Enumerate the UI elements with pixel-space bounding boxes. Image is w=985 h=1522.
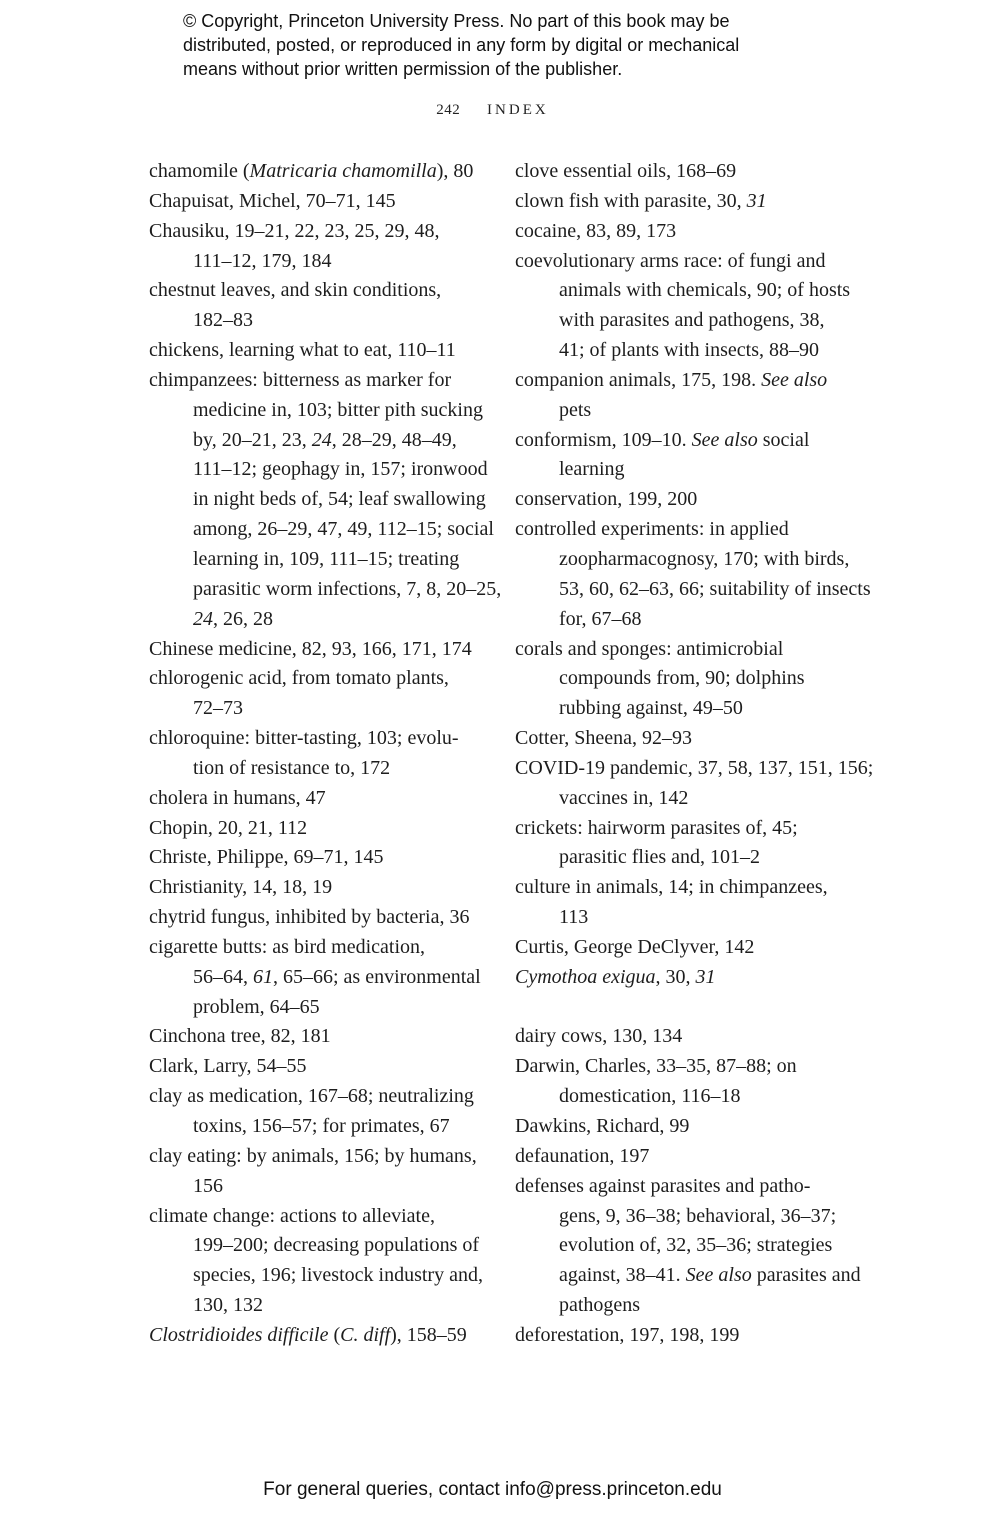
index-entry [515, 426, 855, 486]
index-entry-line: learning [559, 458, 625, 481]
index-entry [149, 843, 489, 873]
index-entry-line: defaunation, 197 [515, 1144, 650, 1167]
index-entry-line: parasitic worm infections, 7, 8, 20–25, [193, 577, 502, 600]
index-entry-line: 111–12, 179, 184 [193, 249, 332, 272]
index-entry [149, 814, 489, 844]
index-entry-line: 111–12; geophagy in, 157; ironwood [193, 458, 488, 481]
index-entry-line: 56–64, 61, 65–66; as environmental [193, 965, 481, 988]
index-entry-line: chytrid fungus, inhibited by bacteria, 36 [149, 906, 470, 929]
index-entry-line: Christianity, 14, 18, 19 [149, 876, 333, 899]
index-entry-line: by, 20–21, 23, 24, 28–29, 48–49, [193, 428, 457, 451]
index-entry-line: 72–73 [193, 697, 243, 720]
index-entry [149, 217, 489, 277]
index-entry-line: Dawkins, Richard, 99 [515, 1115, 690, 1137]
index-entry [149, 1202, 489, 1321]
index-entry-line: among, 26–29, 47, 49, 112–15; social [193, 518, 494, 541]
index-entry [149, 1052, 489, 1082]
index-entry [149, 1082, 489, 1142]
index-entry-line: 24, 26, 28 [193, 607, 273, 630]
index-entry-line: Curtis, George DeClyver, 142 [515, 935, 755, 958]
index-entry-line: vaccines in, 142 [559, 786, 689, 809]
index-entry [515, 873, 855, 933]
index-entry [149, 276, 489, 336]
index-entry-line: against, 38–41. See also parasites and [559, 1264, 861, 1287]
index-entry [515, 187, 855, 217]
copyright-notice [183, 9, 883, 81]
index-entry-line: culture in animals, 14; in chimpanzees, [515, 876, 828, 899]
index-entry [515, 217, 855, 247]
index-entry-line: Christe, Philippe, 69–71, 145 [149, 846, 384, 869]
index-entry [515, 635, 855, 725]
index-entry-line: climate change: actions to alleviate, [149, 1204, 435, 1227]
index-entry [149, 1022, 489, 1052]
index-entry [149, 903, 489, 933]
index-entry-line: chamomile (Matricaria chamomilla), 80 [149, 160, 474, 182]
index-column-right [515, 157, 874, 1351]
index-entry-line: chlorogenic acid, from tomato plants, [149, 667, 449, 690]
index-entry [515, 754, 874, 814]
index-entry [149, 1321, 489, 1351]
index-entry-line: dairy cows, 130, 134 [515, 1025, 683, 1048]
index-entry-line: species, 196; livestock industry and, [193, 1264, 483, 1287]
index-entry-line: compounds from, 90; dolphins [559, 667, 805, 690]
index-entry-line: Cymothoa exigua, 30, 31 [515, 965, 716, 988]
index-entry-line: 182–83 [193, 309, 253, 332]
index-entry-line: 113 [559, 906, 589, 929]
index-entry-line: companion animals, 175, 198. See also [515, 368, 828, 391]
index-entry [149, 187, 489, 217]
index-entry-line: 41; of plants with insects, 88–90 [559, 339, 819, 362]
index-entry-line: Clostridioides difficile (C. diff), 158–59 [149, 1323, 467, 1346]
index-entry [515, 515, 871, 634]
index-entry-line: pets [559, 398, 592, 421]
index-entry-line: Chausiku, 19–21, 22, 23, 25, 29, 48, [149, 219, 440, 242]
index-entry-line: chimpanzees: bitterness as marker for [149, 368, 452, 391]
index-entry [149, 635, 489, 665]
index-entry [149, 157, 489, 187]
index-entry-line: with parasites and pathogens, 38, [559, 309, 825, 332]
index-entry-line: controlled experiments: in applied [515, 518, 789, 541]
index-entry-line: 156 [193, 1174, 223, 1197]
index-entry-line: deforestation, 197, 198, 199 [515, 1323, 740, 1346]
index-entry [515, 814, 855, 874]
index-entry [149, 933, 489, 1023]
index-entry-line: corals and sponges: antimicrobial [515, 637, 784, 660]
index-entry-line: Chapuisat, Michel, 70–71, 145 [149, 189, 396, 212]
copyright-line: © Copyright, Princeton University Press. No part of this book may be [183, 11, 730, 31]
copyright-line: distributed, posted, or reproduced in any form by digital or mechanical [183, 35, 740, 55]
footer-contact: For general queries, contact info@press.princeton.edu [263, 1479, 722, 1500]
index-entry-line: rubbing against, 49–50 [559, 697, 743, 720]
index-entry-line: defenses against parasites and patho- [515, 1174, 811, 1197]
index-entry-line: problem, 64–65 [193, 995, 320, 1018]
index-entry [515, 933, 855, 963]
index-entry-line: chestnut leaves, and skin conditions, [149, 279, 442, 302]
index-entry [515, 366, 855, 426]
index-entry-line: 53, 60, 62–63, 66; suitability of insects [559, 577, 871, 600]
index-entry-line: Chopin, 20, 21, 112 [149, 816, 308, 839]
index-entry [515, 1172, 861, 1321]
index-entry [149, 664, 489, 724]
index-entry-line: evolution of, 32, 35–36; strategies [559, 1234, 833, 1257]
index-entry-line: learning in, 109, 111–15; treating [193, 547, 460, 570]
section-title: INDEX [487, 102, 549, 118]
index-entry-line: 130, 132 [193, 1294, 263, 1317]
index-entry [515, 1022, 855, 1052]
index-entry-line: conservation, 199, 200 [515, 488, 698, 511]
index-entry [515, 963, 855, 993]
index-entry-line: cholera in humans, 47 [149, 786, 326, 809]
index-entry-line: in night beds of, 54; leaf swallowing [193, 488, 486, 511]
index-entry-line: chickens, learning what to eat, 110–11 [149, 339, 456, 362]
index-entry [515, 1112, 855, 1142]
index-entry-line: Cinchona tree, 82, 181 [149, 1025, 331, 1048]
index-entry-line: gens, 9, 36–38; behavioral, 36–37; [559, 1204, 837, 1227]
index-entry-line: cigarette butts: as bird medication, [149, 935, 426, 958]
index-entry [149, 1142, 489, 1202]
index-entry-line: zoopharmacognosy, 170; with birds, [559, 547, 850, 570]
index-entry-line: crickets: hairworm parasites of, 45; [515, 816, 798, 839]
index-entry [515, 485, 855, 515]
index-entry [515, 1142, 855, 1172]
index-column-left [149, 157, 502, 1351]
copyright-line: means without prior written permission of the publisher. [183, 59, 623, 79]
index-entry-line: for, 67–68 [559, 607, 642, 630]
index-entry-line: 199–200; decreasing populations of [193, 1234, 480, 1257]
page-number: 242 [436, 102, 461, 118]
index-entry-line: tion of resistance to, 172 [193, 756, 391, 779]
index-entry [149, 366, 502, 635]
index-entry-line: Clark, Larry, 54–55 [149, 1055, 307, 1078]
index-entry-line: pathogens [559, 1294, 641, 1317]
index-entry-line: domestication, 116–18 [559, 1085, 741, 1108]
index-entry-line: medicine in, 103; bitter pith sucking [193, 398, 483, 421]
index-entry [149, 336, 489, 366]
index-entry-line: clay eating: by animals, 156; by humans, [149, 1144, 477, 1167]
index-entry-line: clay as medication, 167–68; neutralizing [149, 1085, 474, 1108]
index-entry-line: Chinese medicine, 82, 93, 166, 171, 174 [149, 637, 472, 660]
section-gap [515, 993, 855, 1023]
index-entry [515, 157, 855, 187]
index-entry-line: conformism, 109–10. See also social [515, 428, 810, 451]
index-entry [149, 724, 489, 784]
index-entry-line: chloroquine: bitter-tasting, 103; evolu- [149, 727, 459, 750]
index-entry [515, 1321, 855, 1351]
index-entry-line: toxins, 156–57; for primates, 67 [193, 1115, 450, 1137]
running-head [0, 102, 985, 119]
index-entry-line: COVID-19 pandemic, 37, 58, 137, 151, 156; [515, 756, 874, 779]
index-entry [149, 784, 489, 814]
index-entry [515, 247, 855, 366]
index-entry-line: coevolutionary arms race: of fungi and [515, 249, 826, 272]
index-entry-line: clown fish with parasite, 30, 31 [515, 189, 767, 212]
index-entry-line: cocaine, 83, 89, 173 [515, 219, 677, 242]
index-entry-line: parasitic flies and, 101–2 [559, 846, 761, 869]
index-entry [515, 1052, 855, 1112]
index-entry [149, 873, 489, 903]
index-entry-line: animals with chemicals, 90; of hosts [559, 279, 851, 302]
index-entry [515, 724, 855, 754]
index-entry-line: Darwin, Charles, 33–35, 87–88; on [515, 1055, 797, 1078]
index-entry-line: Cotter, Sheena, 92–93 [515, 727, 692, 750]
index-entry-line: clove essential oils, 168–69 [515, 160, 737, 182]
